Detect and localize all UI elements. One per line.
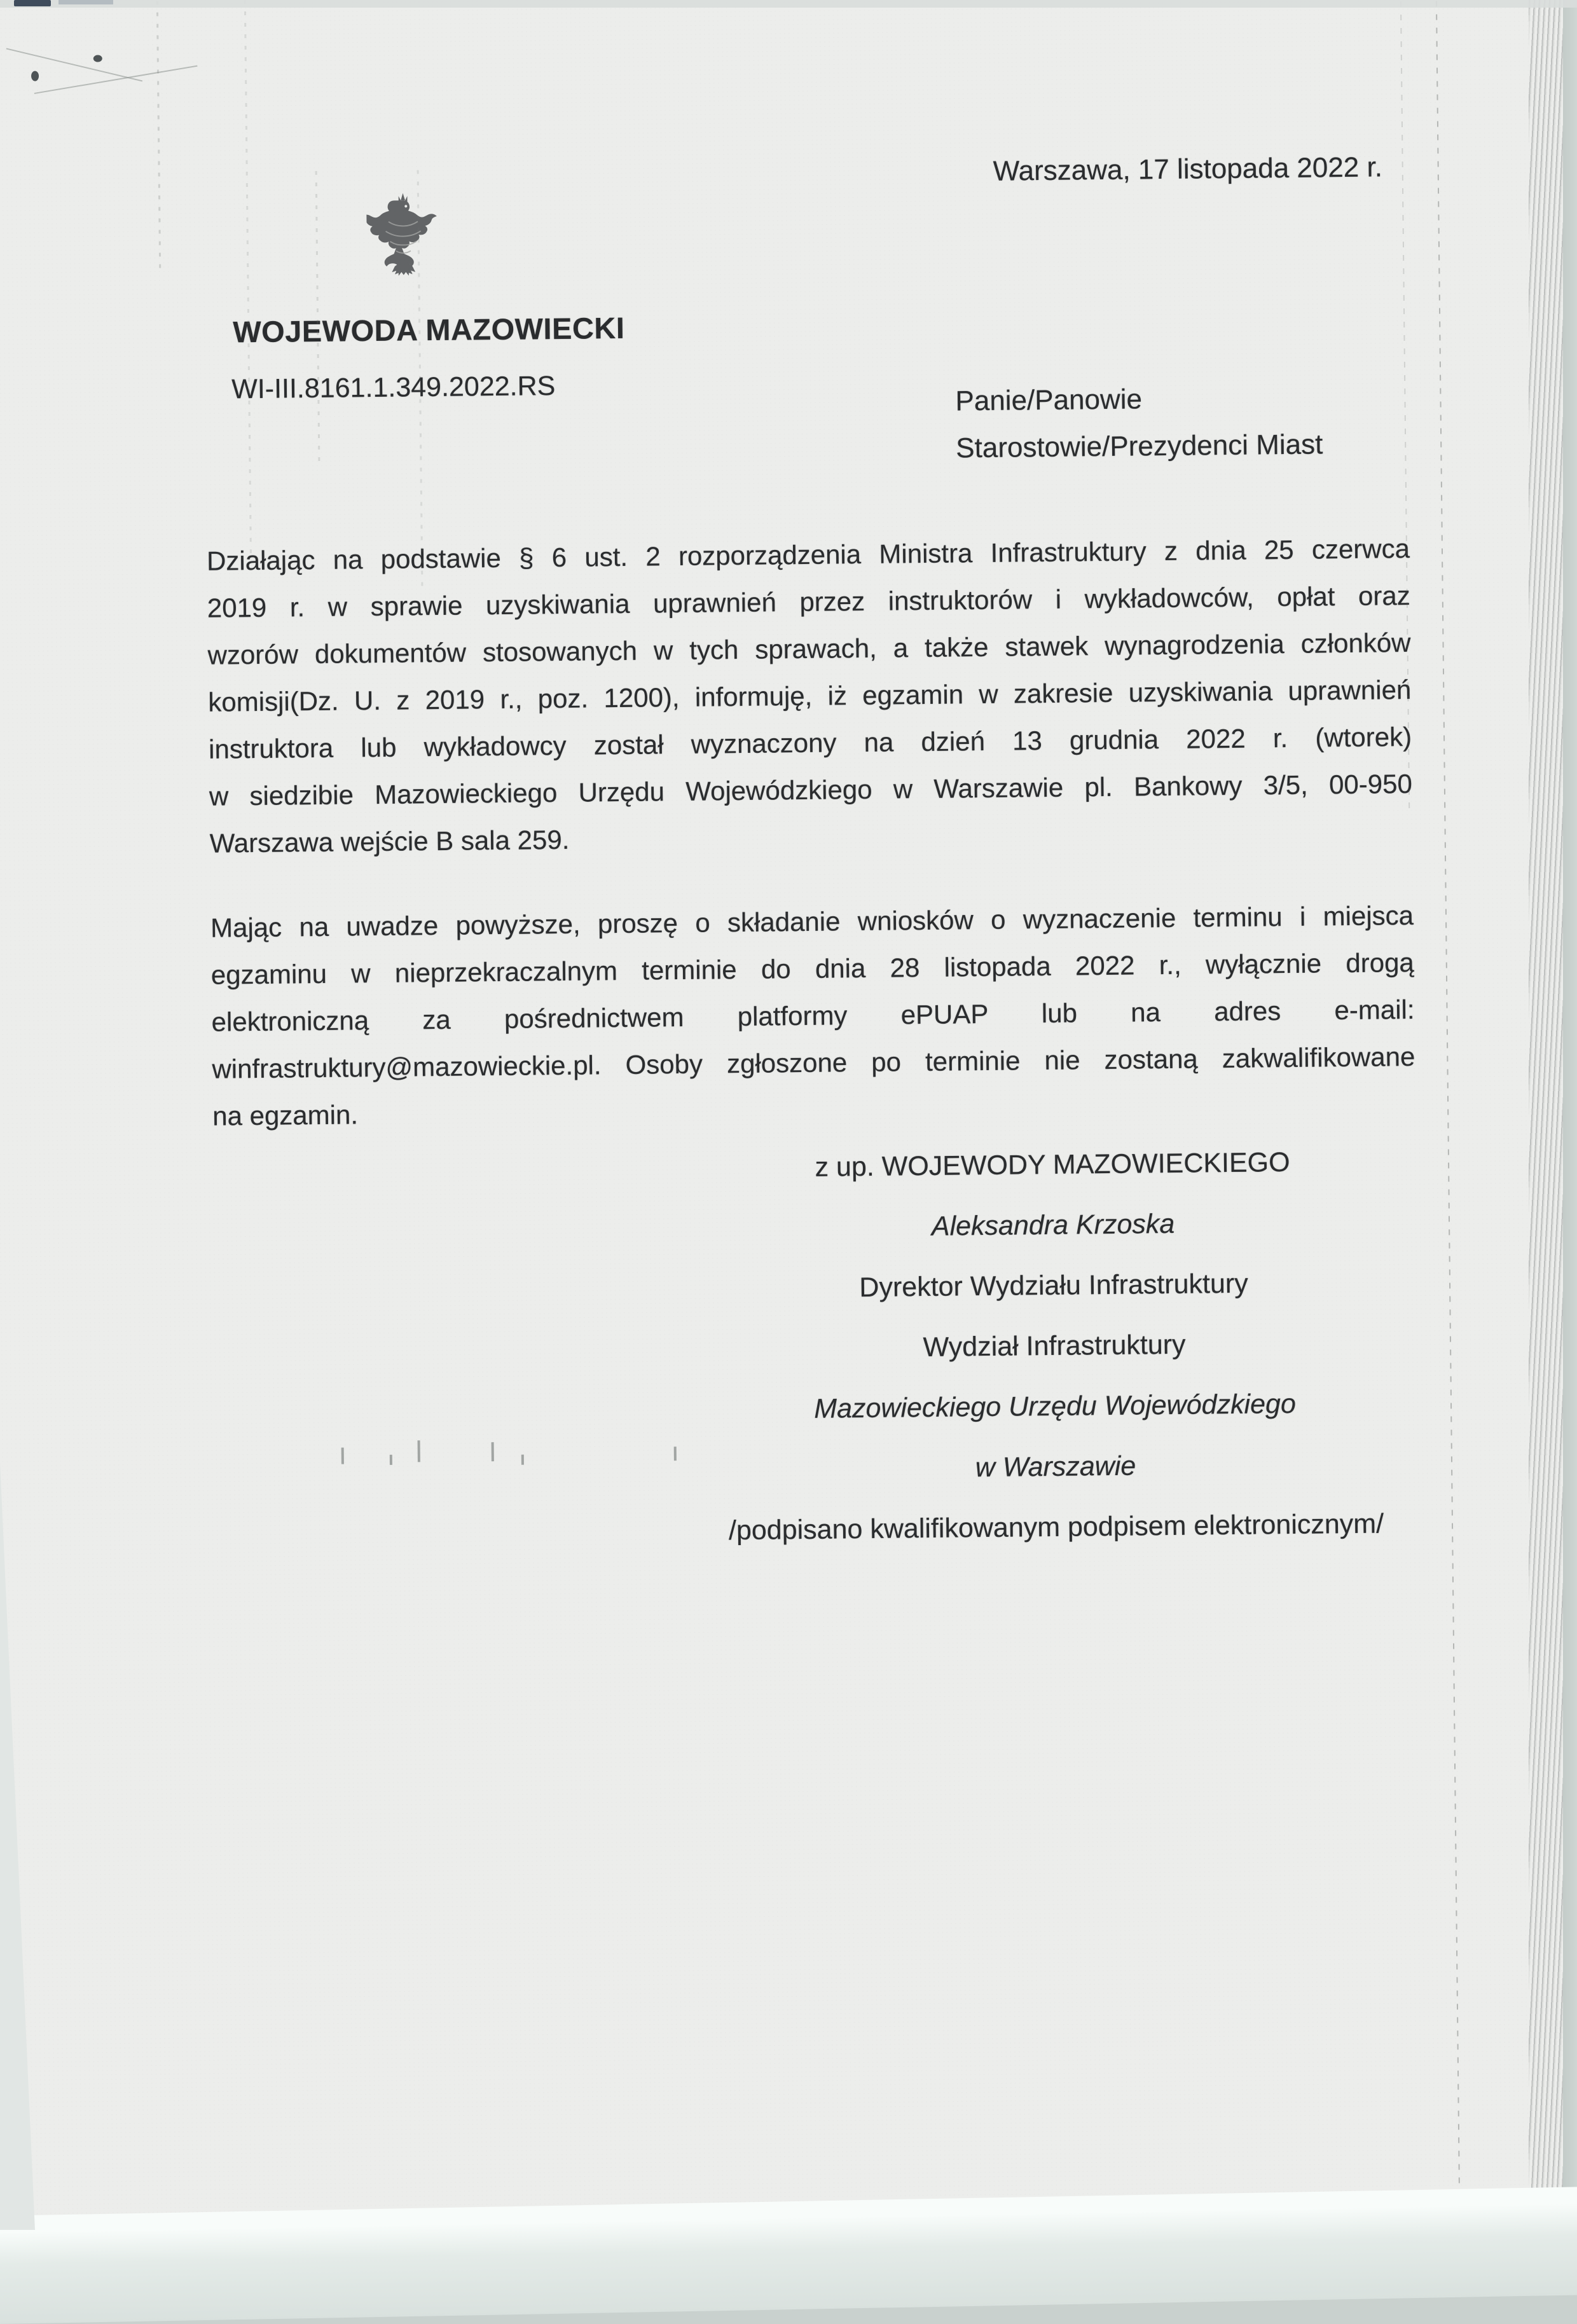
scan-tick-artifact [674, 1447, 677, 1461]
scan-tick-artifact [521, 1455, 524, 1465]
signature-line: Wydział Infrastruktury [923, 1329, 1186, 1363]
staple-mark-artifact [31, 71, 39, 81]
text-line: Warszawa wejście B sala 259. [209, 824, 570, 858]
sender-title: WOJEWODA MAZOWIECKI [232, 310, 625, 349]
reference-number: WI-III.8161.1.349.2022.RS [231, 371, 556, 405]
text-line: Działając na podstawie § 6 ust. 2 rozporządzenia Ministra Infrastruktury z dnia 25 czerwca [206, 533, 1410, 576]
body-paragraph-1 [207, 525, 1413, 867]
signature-line: Dyrektor Wydziału Infrastruktury [859, 1268, 1248, 1303]
date-line: Warszawa, 17 listopada 2022 r. [993, 151, 1383, 187]
signature-line: Mazowieckiego Urzędu Wojewódzkiego [814, 1388, 1297, 1424]
text-line: 2019 r. w sprawie uzyskiwania uprawnień przez instruktorów i wykładowców, opłat oraz [207, 580, 1410, 623]
scan-tick-artifact [341, 1448, 344, 1464]
text-line: elektroniczną za pośrednictwem platformy ePUAP lub na adres e-mail: [211, 994, 1415, 1037]
scanner-background-top [0, 0, 1577, 8]
text-line: instruktora lub wykładowcy został wyznaczony na dzień 13 grudnia 2022 r. (wtorek) [208, 721, 1412, 764]
text-line: winfrastruktury@mazowieckie.pl. Osoby zgłoszone po terminie nie zostaną zakwalifikowane [212, 1041, 1415, 1084]
scan-tick-artifact [492, 1442, 494, 1461]
scan-dark-mark-artifact [59, 0, 113, 4]
polish-eagle-emblem-icon [366, 188, 441, 285]
paper-edge-crinkle [1529, 0, 1566, 2206]
signature-block [512, 1129, 1577, 1564]
scan-dark-mark-artifact [14, 0, 51, 6]
scan-streak-artifact [156, 1, 161, 268]
text-line: Mając na uwadze powyższe, proszę o składanie wniosków o wyznaczenie terminu i miejsca [210, 900, 1414, 943]
text-line: komisji(Dz. U. z 2019 r., poz. 1200), informuję, iż egzamin w zakresie uzyskiwania uprawnień [208, 674, 1412, 717]
signature-line: /podpisano kwalifikowanym podpisem elektronicznym/ [728, 1508, 1384, 1546]
text-line: na egzamin. [212, 1099, 359, 1131]
recipient-line: Panie/Panowie [955, 383, 1143, 417]
scan-streak-artifact [244, 0, 252, 560]
scanner-background-right [1563, 0, 1577, 2230]
crease-artifact [34, 65, 198, 94]
signature-line: z up. WOJEWODY MAZOWIECKIEGO [815, 1147, 1290, 1183]
scan-tick-artifact [418, 1440, 420, 1462]
recipient-line: Starostowie/Prezydenci Miast [955, 429, 1323, 464]
text-line: wzorów dokumentów stosowanych w tych sprawach, a także stawek wynagrodzenia członków [207, 627, 1411, 670]
body-paragraph-2 [210, 892, 1416, 1140]
signature-line: w Warszawie [975, 1450, 1136, 1483]
signature-line: Aleksandra Krzoska [931, 1208, 1175, 1242]
fold-line-artifact [1436, 0, 1460, 2194]
scan-tick-artifact [390, 1455, 392, 1465]
recipient-block [955, 374, 1323, 472]
text-line: w siedzibie Mazowieckiego Urzędu Wojewódzkiego w Warszawie pl. Bankowy 3/5, 00-950 [209, 768, 1413, 811]
crease-artifact [6, 48, 142, 81]
text-line: egzaminu w nieprzekraczalnym terminie do dnia 28 listopada 2022 r., wyłącznie drogą [210, 947, 1415, 990]
staple-mark-artifact [93, 55, 102, 62]
